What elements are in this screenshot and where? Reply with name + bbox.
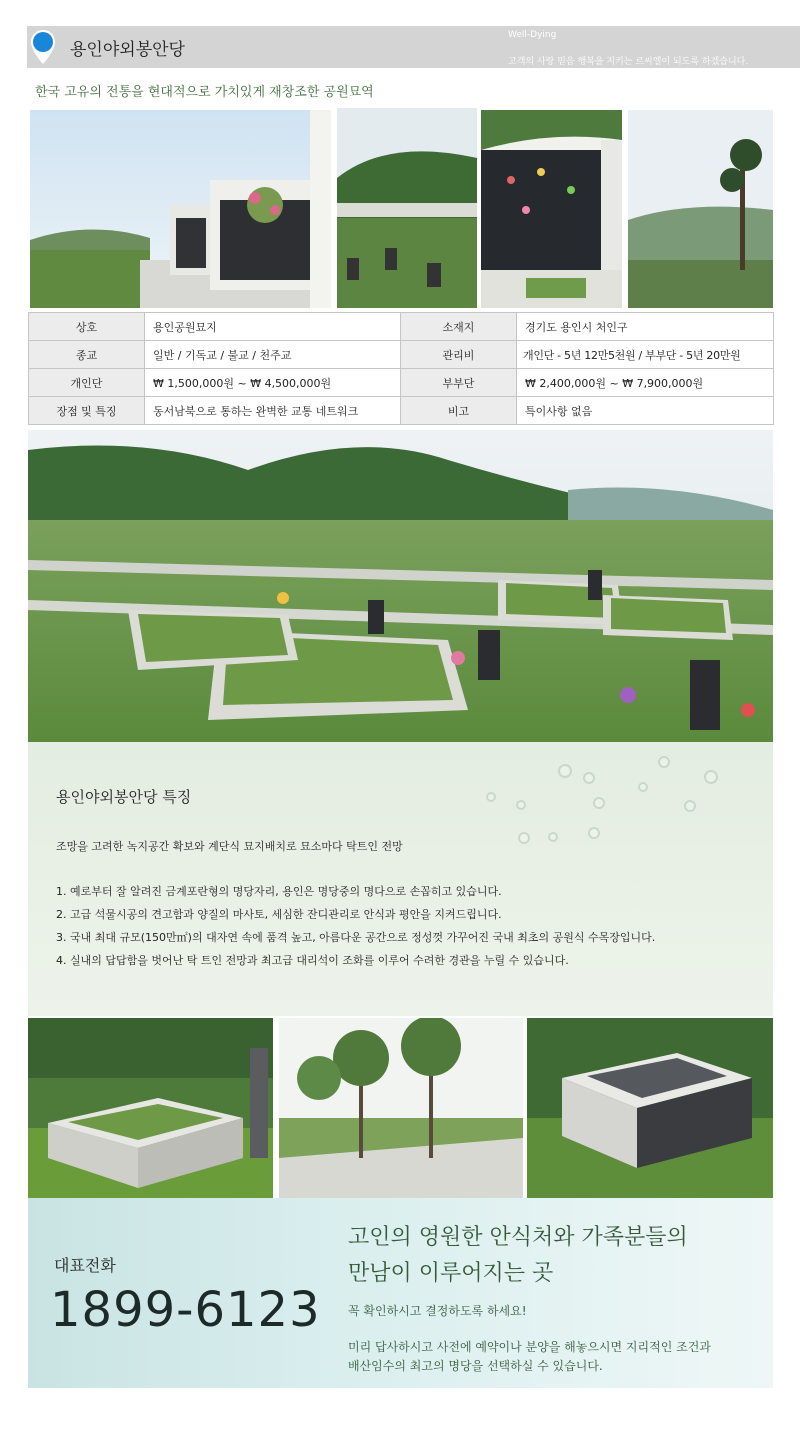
- site-title: 용인야외봉안당: [70, 40, 185, 60]
- value-maintenance-fee: 개인단 - 5년 12만5천원 / 부부단 - 5년 20만원: [517, 341, 774, 369]
- photo-cemetery-panorama: [28, 430, 773, 742]
- decorative-bubble: [516, 800, 526, 810]
- table-row: [29, 397, 774, 425]
- list-item: 4. 실내의 답답함을 벗어난 탁 트인 전망과 최고급 대리석이 조화를 이루어 수려한 경관을 누릴 수 있습니다.: [56, 954, 569, 967]
- features-summary: 조망을 고려한 녹지공간 확보와 계단식 묘지배치로 묘소마다 탁트인 전망: [56, 840, 403, 853]
- table-row: [29, 341, 774, 369]
- list-item: 1. 예로부터 잘 알려진 금계포란형의 명당자리, 용인은 명당중의 명다으로 손꼽히고 있습니다.: [56, 885, 502, 898]
- decorative-bubble: [583, 772, 595, 784]
- photo-stone-grave-plot: [28, 1018, 273, 1198]
- features-title: 용인야외봉안당 특징: [56, 788, 192, 806]
- photo-pine-tree-view: [628, 110, 773, 308]
- list-item: 3. 국내 최대 규모(150만㎡)의 대자연 속에 품격 높고, 아름다운 공간으로 정성껏 가꾸어진 국내 최초의 공원식 수목장입니다.: [56, 931, 656, 944]
- decorative-bubble: [548, 832, 558, 842]
- decorative-bubble: [658, 756, 670, 768]
- decorative-bubble: [638, 782, 648, 792]
- label-maintenance-fee: 관리비: [401, 341, 517, 369]
- features-section: [28, 742, 773, 1016]
- decorative-bubble: [558, 764, 572, 778]
- decorative-bubble: [588, 827, 600, 839]
- label-name: 상호: [29, 313, 145, 341]
- table-row: [29, 313, 774, 341]
- brand-name: Well-Dying: [508, 30, 557, 40]
- value-name: 용인공원묘지: [145, 313, 401, 341]
- list-item: 2. 고급 석물시공의 견고함과 양질의 마사토, 세심한 잔디관리로 안식과 평안을 지켜드립니다.: [56, 908, 502, 921]
- label-location: 소재지: [401, 313, 517, 341]
- label-features: 장점 및 특징: [29, 397, 145, 425]
- page-tagline: 한국 고유의 전통을 현대적으로 가치있게 재창조한 공원묘역: [35, 85, 374, 100]
- info-table: [28, 312, 774, 425]
- value-remarks: 특이사항 없음: [517, 397, 774, 425]
- phone-label: 대표전화: [54, 1256, 116, 1275]
- label-remarks: 비고: [401, 397, 517, 425]
- brand-slogan: 고객의 사랑 믿음 행복을 지키는 르씨엘이 되도록 하겠습니다.: [508, 57, 749, 67]
- contact-headline-line1: 고인의 영원한 안식처와 가족분들의: [348, 1225, 688, 1250]
- table-row: [29, 369, 774, 397]
- photo-tree-burial-park: [279, 1018, 523, 1198]
- decorative-bubble: [704, 770, 718, 784]
- photo-granite-tomb: [527, 1018, 773, 1198]
- value-religion: 일반 / 기독교 / 불교 / 천주교: [145, 341, 401, 369]
- map-pin-icon: [30, 29, 56, 65]
- label-couple-plot: 부부단: [401, 369, 517, 397]
- decorative-bubble: [684, 800, 696, 812]
- contact-description-line1: 미리 답사하시고 사전에 예약이나 분양을 해놓으시면 지리적인 조건과: [348, 1340, 711, 1354]
- label-single-plot: 개인단: [29, 369, 145, 397]
- contact-headline-line2: 만남이 이루어지는 곳: [348, 1261, 554, 1286]
- features-list: [56, 883, 655, 975]
- value-couple-plot: ₩ 2,400,000원 ~ ₩ 7,900,000원: [517, 369, 774, 397]
- contact-section: [28, 1198, 773, 1388]
- value-single-plot: ₩ 1,500,000원 ~ ₩ 4,500,000원: [145, 369, 401, 397]
- decorative-bubble: [486, 792, 496, 802]
- value-location: 경기도 용인시 처인구: [517, 313, 774, 341]
- contact-description-line2: 배산임수의 최고의 명당을 선택하실 수 있습니다.: [348, 1359, 603, 1373]
- decorative-bubble: [518, 832, 530, 844]
- value-features: 동서남북으로 통하는 완벽한 교통 네트워크: [145, 397, 401, 425]
- phone-number[interactable]: 1899-6123: [50, 1282, 321, 1338]
- photo-cemetery-hillside: [337, 108, 477, 308]
- contact-note: 꼭 확인하시고 결정하도록 하세요!: [348, 1304, 527, 1318]
- decorative-bubble: [593, 797, 605, 809]
- photo-memorial-wall: [481, 110, 622, 308]
- header-bar: [27, 26, 800, 68]
- label-religion: 종교: [29, 341, 145, 369]
- photo-columbarium-walls: [30, 110, 331, 308]
